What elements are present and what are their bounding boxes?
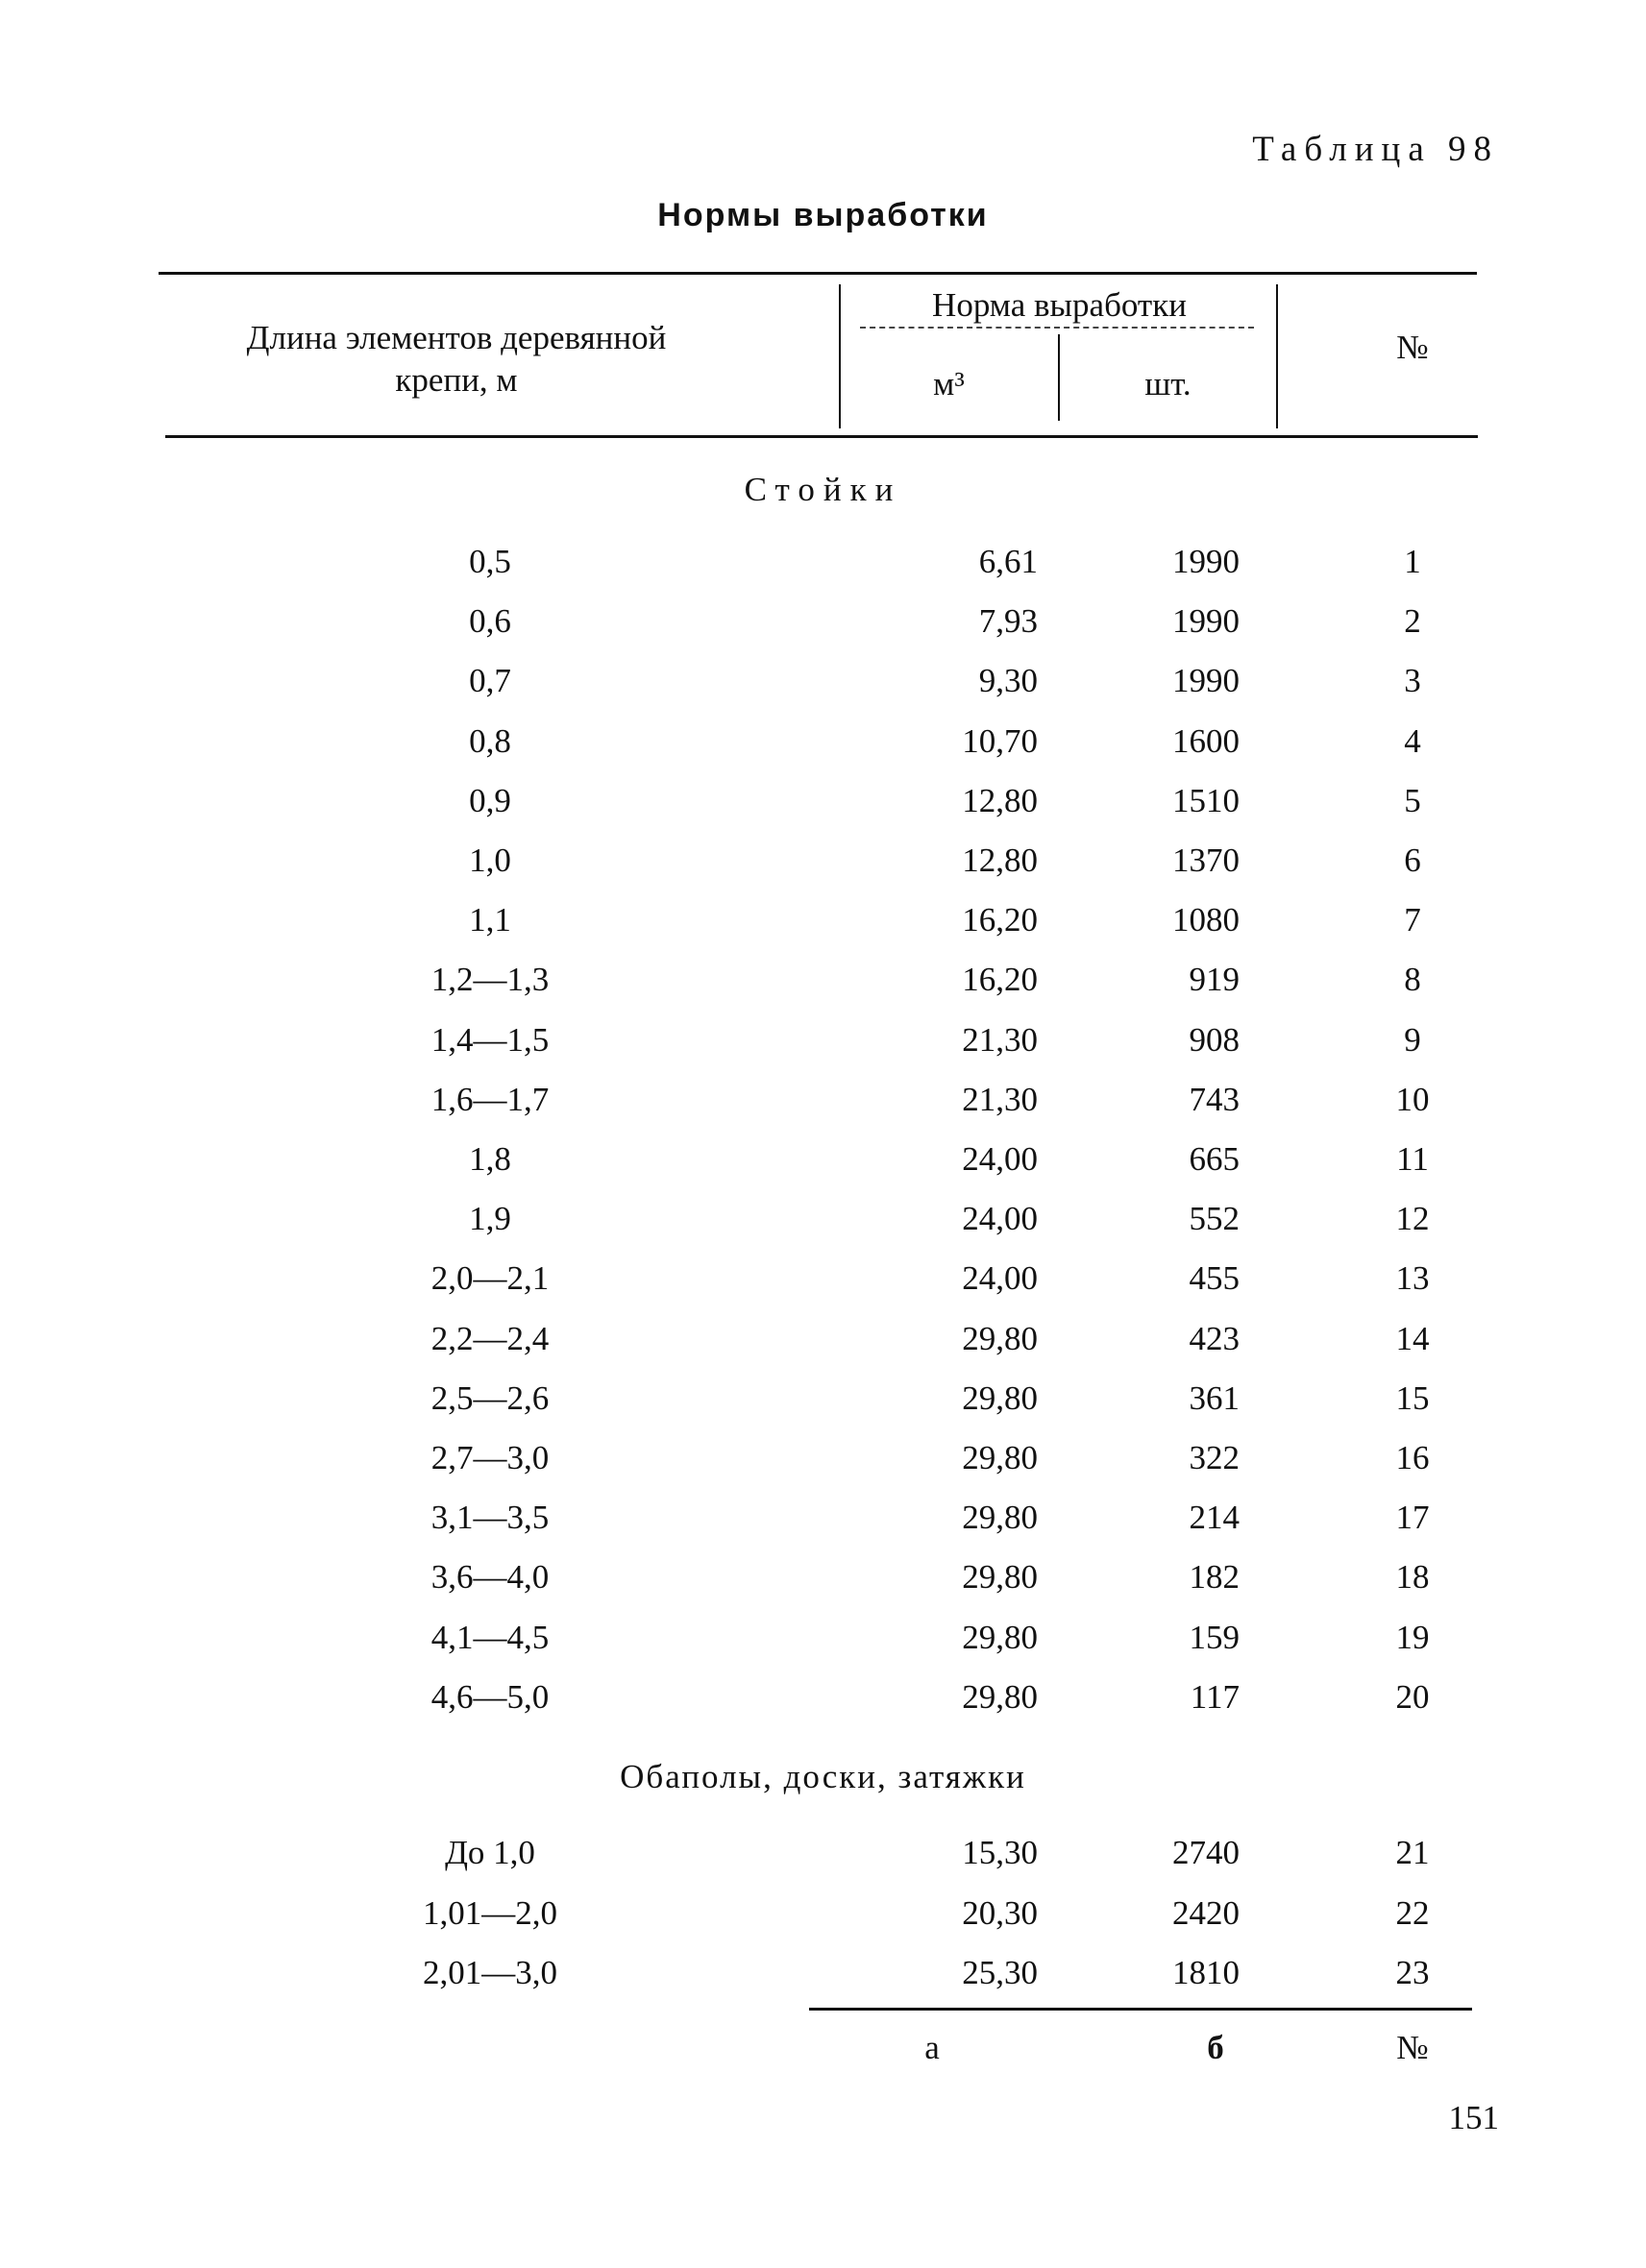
table-row <box>0 1012 1646 1068</box>
section-title-obapoly: Обаполы, доски, затяжки <box>620 1758 1026 1795</box>
m3-cell: 21,30 <box>962 1080 1038 1118</box>
pcs-cell: 1990 <box>1172 602 1240 641</box>
row-number-cell: 17 <box>1395 1499 1430 1537</box>
header-m3: м³ <box>933 365 965 402</box>
row-number-cell: 21 <box>1395 1834 1430 1871</box>
row-number-cell: 16 <box>1395 1439 1430 1476</box>
table-row <box>0 1132 1646 1187</box>
row-number-cell: 19 <box>1395 1618 1430 1656</box>
footer-b: б <box>1207 2029 1224 2066</box>
length-cell: 0,9 <box>469 781 511 819</box>
m3-cell: 24,00 <box>962 1200 1038 1238</box>
table-row <box>0 653 1646 709</box>
m3-cell: 12,80 <box>962 781 1038 819</box>
table-row <box>0 1945 1646 2001</box>
table-row <box>0 1191 1646 1247</box>
row-number-cell: 14 <box>1395 1319 1430 1357</box>
header-divider-2 <box>1276 284 1278 428</box>
length-cell: 3,1—3,5 <box>430 1499 550 1537</box>
row-number-cell: 3 <box>1404 662 1421 700</box>
table-row <box>0 1251 1646 1306</box>
m3-cell: 24,00 <box>962 1259 1038 1298</box>
pcs-cell: 1510 <box>1172 781 1240 819</box>
header-length: Длина элементов деревянной крепи, м <box>246 319 667 399</box>
table-row <box>0 1430 1646 1486</box>
m3-cell: 29,80 <box>962 1499 1038 1537</box>
row-number-cell: 22 <box>1395 1893 1430 1932</box>
m3-cell: 6,61 <box>978 543 1038 580</box>
length-cell: 3,6—4,0 <box>430 1558 550 1597</box>
header-subdivider <box>1058 334 1060 421</box>
length-cell: 1,9 <box>469 1200 511 1238</box>
group-underline <box>860 327 1254 329</box>
m3-cell: 16,20 <box>962 961 1038 999</box>
length-cell: 4,6—5,0 <box>430 1677 550 1716</box>
pcs-cell: 322 <box>1189 1439 1240 1476</box>
section-title-stoiki: Стойки <box>744 471 902 508</box>
m3-cell: 20,30 <box>962 1893 1038 1932</box>
table-row <box>0 1072 1646 1128</box>
length-cell: 2,2—2,4 <box>430 1319 550 1357</box>
m3-cell: 24,00 <box>962 1140 1038 1178</box>
table-row <box>0 1670 1646 1725</box>
m3-cell: 15,30 <box>962 1834 1038 1871</box>
row-number-cell: 18 <box>1395 1558 1430 1597</box>
pcs-cell: 1600 <box>1172 721 1240 760</box>
header-pcs: шт. <box>1144 365 1192 402</box>
pcs-cell: 1990 <box>1172 662 1240 700</box>
pcs-cell: 117 <box>1190 1677 1240 1716</box>
m3-cell: 25,30 <box>962 1954 1038 1991</box>
table-row <box>0 1886 1646 1941</box>
pcs-cell: 214 <box>1189 1499 1240 1537</box>
row-number-cell: 11 <box>1396 1140 1429 1178</box>
header-norm-group: Норма выработки <box>932 286 1187 324</box>
length-cell: 1,2—1,3 <box>430 961 550 999</box>
pcs-cell: 919 <box>1189 961 1240 999</box>
row-number-cell: 9 <box>1404 1020 1421 1059</box>
table-row <box>0 1825 1646 1881</box>
length-cell: 4,1—4,5 <box>430 1618 550 1656</box>
length-cell: До 1,0 <box>445 1834 535 1871</box>
pcs-cell: 1990 <box>1172 543 1240 580</box>
table-title: Нормы выработки <box>657 197 989 233</box>
pcs-cell: 182 <box>1189 1558 1240 1597</box>
length-cell: 1,4—1,5 <box>430 1020 550 1059</box>
footer-rule <box>809 2008 1472 2011</box>
table-row <box>0 1311 1646 1367</box>
row-number-cell: 7 <box>1404 901 1421 939</box>
row-number-cell: 4 <box>1404 721 1421 760</box>
header-top-rule <box>159 272 1477 275</box>
length-cell: 1,8 <box>469 1140 511 1178</box>
page-number: 151 <box>1448 2099 1499 2136</box>
m3-cell: 29,80 <box>962 1677 1038 1716</box>
pcs-cell: 159 <box>1189 1618 1240 1656</box>
row-number-cell: 1 <box>1404 543 1421 580</box>
row-number-cell: 8 <box>1404 961 1421 999</box>
length-cell: 1,0 <box>469 841 511 879</box>
pcs-cell: 908 <box>1189 1020 1240 1059</box>
pcs-cell: 665 <box>1189 1140 1240 1178</box>
header-bottom-rule <box>165 435 1478 438</box>
pcs-cell: 552 <box>1189 1200 1240 1238</box>
table-row <box>0 534 1646 590</box>
footer-a: а <box>924 2029 940 2066</box>
pcs-cell: 361 <box>1189 1378 1240 1417</box>
row-number-cell: 12 <box>1395 1200 1430 1238</box>
m3-cell: 21,30 <box>962 1020 1038 1059</box>
row-number-cell: 6 <box>1404 841 1421 879</box>
m3-cell: 9,30 <box>978 662 1038 700</box>
row-number-cell: 23 <box>1395 1954 1430 1991</box>
m3-cell: 16,20 <box>962 901 1038 939</box>
row-number-cell: 15 <box>1395 1378 1430 1417</box>
table-row <box>0 1610 1646 1666</box>
length-cell: 2,0—2,1 <box>430 1259 550 1298</box>
row-number-cell: 2 <box>1404 602 1421 641</box>
length-cell: 0,6 <box>469 602 511 641</box>
table-row <box>0 1371 1646 1427</box>
m3-cell: 29,80 <box>962 1618 1038 1656</box>
table-row <box>0 1490 1646 1546</box>
length-cell: 1,6—1,7 <box>430 1080 550 1118</box>
header-no: № <box>1396 329 1429 366</box>
table-row <box>0 594 1646 649</box>
pcs-cell: 1370 <box>1172 841 1240 879</box>
table-label: Таблица 98 <box>1252 130 1499 169</box>
length-cell: 1,1 <box>469 901 511 939</box>
m3-cell: 12,80 <box>962 841 1038 879</box>
length-cell: 1,01—2,0 <box>423 1893 557 1932</box>
m3-cell: 29,80 <box>962 1439 1038 1476</box>
pcs-cell: 2420 <box>1172 1893 1240 1932</box>
row-number-cell: 13 <box>1395 1259 1430 1298</box>
m3-cell: 29,80 <box>962 1378 1038 1417</box>
pcs-cell: 2740 <box>1172 1834 1240 1871</box>
m3-cell: 29,80 <box>962 1319 1038 1357</box>
m3-cell: 10,70 <box>962 721 1038 760</box>
m3-cell: 7,93 <box>978 602 1038 641</box>
table-row <box>0 952 1646 1008</box>
pcs-cell: 743 <box>1189 1080 1240 1118</box>
footer-no: № <box>1396 2029 1429 2066</box>
table-row <box>0 714 1646 769</box>
row-number-cell: 10 <box>1395 1080 1430 1118</box>
pcs-cell: 455 <box>1189 1259 1240 1298</box>
table-row <box>0 833 1646 889</box>
pcs-cell: 1810 <box>1172 1954 1240 1991</box>
pcs-cell: 423 <box>1189 1319 1240 1357</box>
header-divider-1 <box>839 284 841 428</box>
table-row <box>0 1549 1646 1605</box>
length-cell: 2,7—3,0 <box>430 1439 550 1476</box>
m3-cell: 29,80 <box>962 1558 1038 1597</box>
table-row <box>0 892 1646 948</box>
row-number-cell: 20 <box>1395 1677 1430 1716</box>
row-number-cell: 5 <box>1404 781 1421 819</box>
table-row <box>0 773 1646 829</box>
length-cell: 2,5—2,6 <box>430 1378 550 1417</box>
pcs-cell: 1080 <box>1172 901 1240 939</box>
length-cell: 0,8 <box>469 721 511 760</box>
length-cell: 2,01—3,0 <box>423 1954 557 1991</box>
length-cell: 0,5 <box>469 543 511 580</box>
length-cell: 0,7 <box>469 662 511 700</box>
